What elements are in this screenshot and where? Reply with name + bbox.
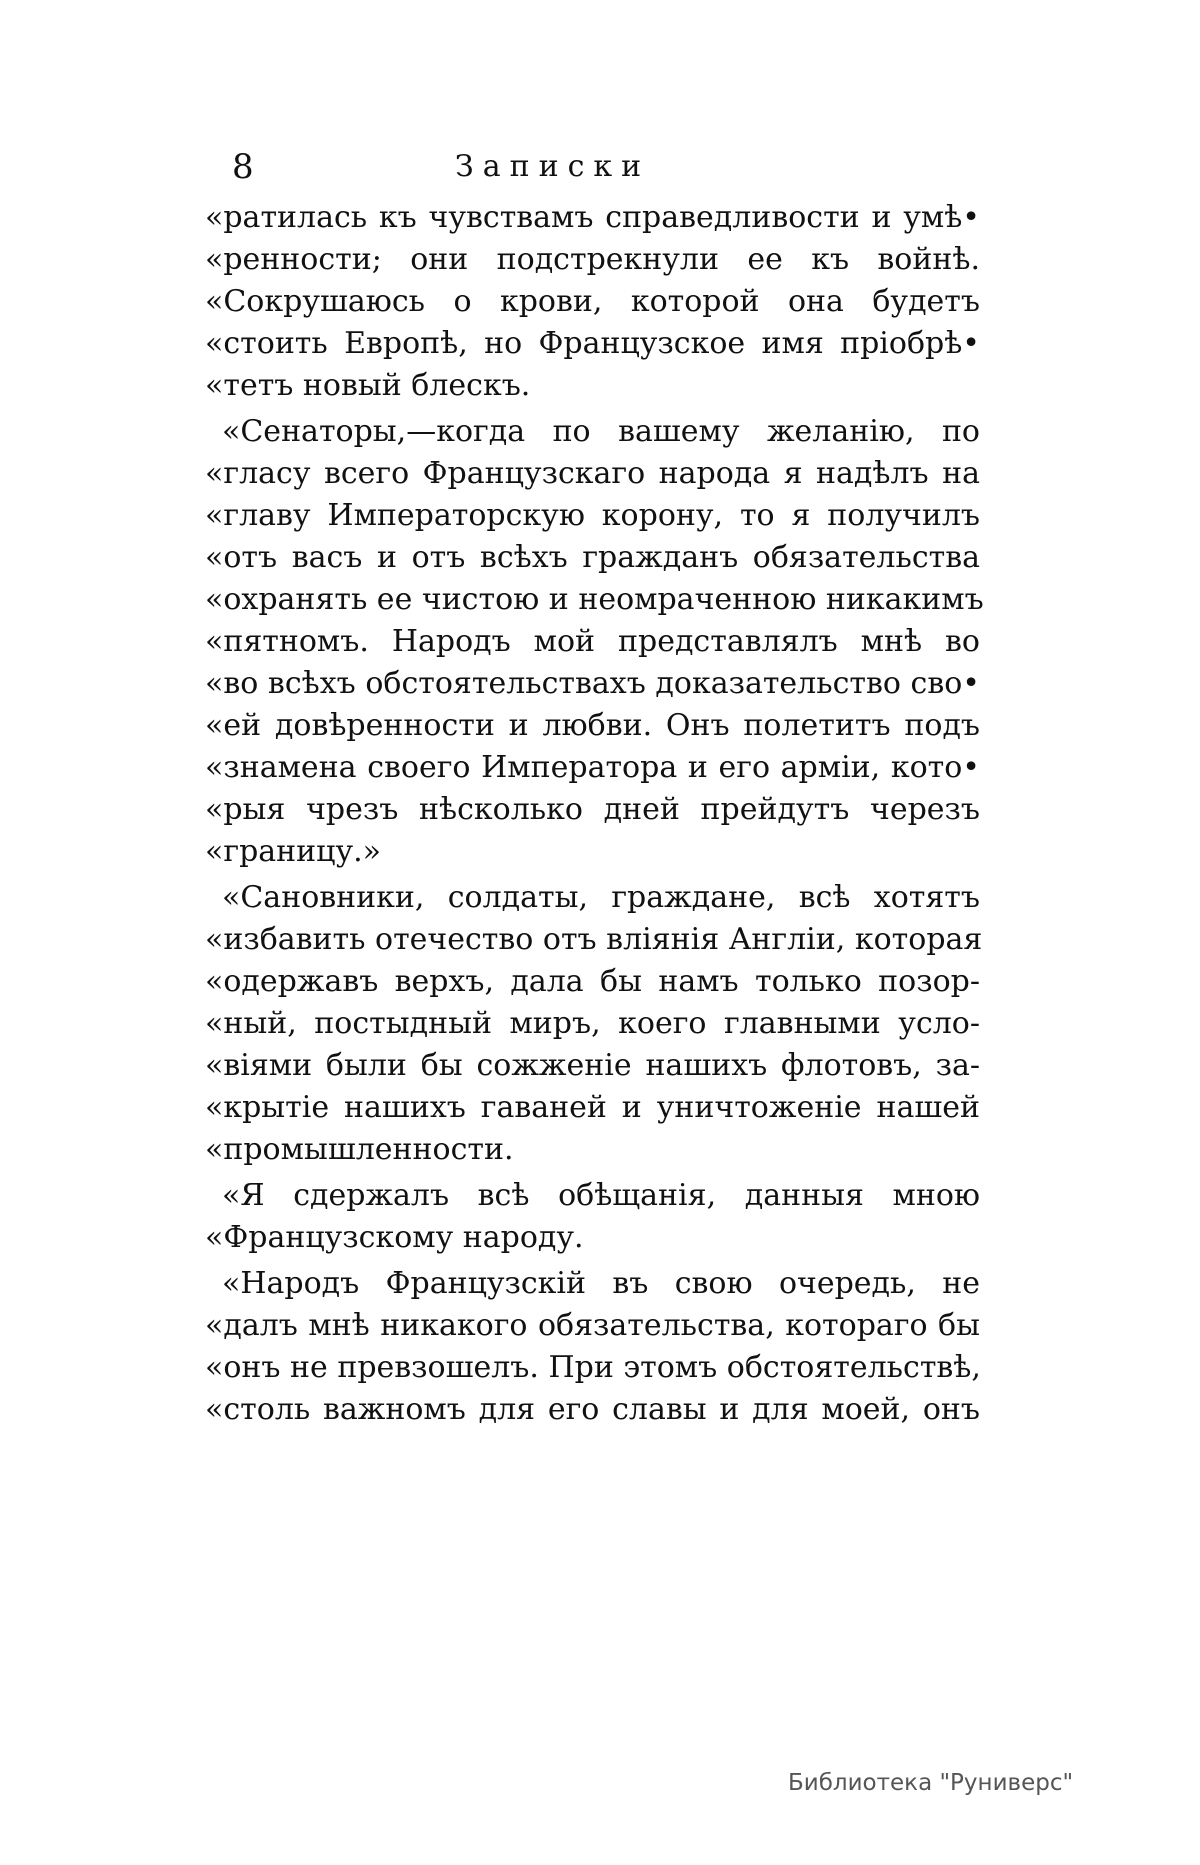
text-line: «промышленности. — [205, 1132, 514, 1167]
text-line: «главу Императорскую корону, то я получилъ — [205, 498, 980, 533]
text-line: «одержавъ верхъ, дала бы намъ только позор- — [205, 964, 980, 999]
text-line: «знамена своего Императора и его арміи, кото• — [205, 750, 980, 785]
text-line: «ный, постыдный миръ, коего главными усло- — [205, 1006, 980, 1041]
text-line: «крытіе нашихъ гаваней и уничтоженіе нашей — [205, 1090, 980, 1125]
text-line: «стоить Европѣ, но Французское имя пріобрѣ• — [205, 326, 980, 361]
page-number: 8 — [232, 147, 254, 187]
text-line: «далъ мнѣ никакого обязательства, котораго бы — [205, 1308, 980, 1343]
text-line: «тетъ новый блескъ. — [205, 368, 531, 403]
text-line: «віями были бы сожженіе нашихъ флотовъ, за- — [205, 1048, 980, 1083]
text-line: «ратилась къ чувствамъ справедливости и умѣ• — [205, 200, 980, 235]
watermark: Библиотека "Руниверс" — [788, 1770, 1074, 1796]
text-line: «охранять ее чистою и неомраченною никакимъ — [205, 582, 984, 617]
text-line: «Французскому народу. — [205, 1220, 584, 1255]
text-line: «Я сдержалъ всѣ обѣщанія, данныя мною — [222, 1178, 980, 1213]
text-line: «столь важномъ для его славы и для моей, онъ — [205, 1392, 980, 1427]
text-line: «избавить отечество отъ вліянія Англіи, которая — [205, 922, 983, 957]
text-line: «рыя чрезъ нѣсколько дней прейдутъ черезъ — [205, 792, 980, 827]
text-line: «Народъ Французскій въ свою очередь, не — [222, 1266, 980, 1301]
text-line: «Сокрушаюсь о крови, которой она будетъ — [205, 284, 980, 319]
text-line: «во всѣхъ обстоятельствахъ доказательство сво• — [205, 666, 980, 701]
text-line: «Сановники, солдаты, граждане, всѣ хотятъ — [222, 880, 980, 915]
text-line: «онъ не превзошелъ. При этомъ обстоятельствѣ, — [205, 1350, 981, 1385]
text-line: «границу.» — [205, 834, 381, 869]
running-head: Записки — [455, 149, 651, 184]
text-line: «ренности; они подстрекнули ее къ войнѣ. — [205, 242, 980, 277]
text-line: «гласу всего Французскаго народа я надѣлъ на — [205, 456, 980, 491]
text-line: «отъ васъ и отъ всѣхъ гражданъ обязательства — [205, 540, 980, 575]
text-line: «ей довѣренности и любви. Онъ полетитъ подъ — [205, 708, 980, 743]
text-line: «Сенаторы,—когда по вашему желанію, по — [222, 414, 980, 449]
text-line: «пятномъ. Народъ мой представлялъ мнѣ во — [205, 624, 980, 659]
